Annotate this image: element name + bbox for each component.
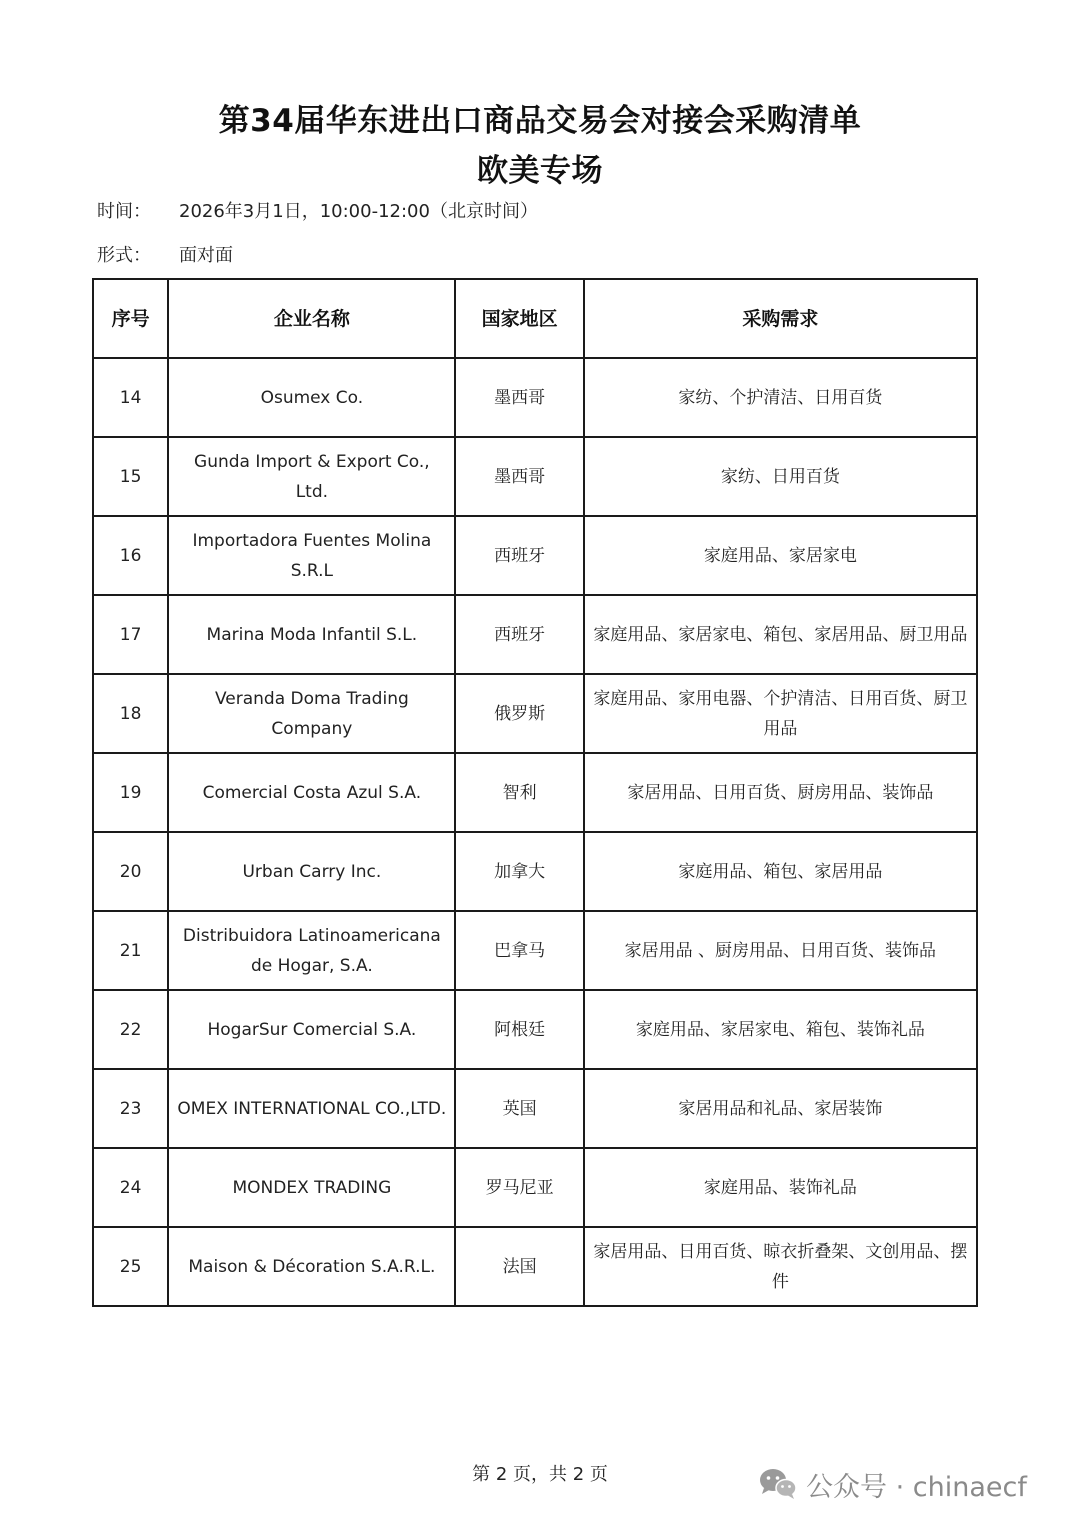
cell-no: 14 <box>93 358 168 437</box>
table-row <box>93 911 977 990</box>
table-row <box>93 516 977 595</box>
header-company: 企业名称 <box>168 279 455 358</box>
meta-time-row <box>97 199 538 225</box>
cell-company: Veranda Doma Trading Company <box>168 674 455 753</box>
table-row <box>93 753 977 832</box>
cell-company: OMEX INTERNATIONAL CO.,LTD. <box>168 1069 455 1148</box>
table-row <box>93 674 977 753</box>
cell-company: Urban Carry Inc. <box>168 832 455 911</box>
header-country: 国家地区 <box>455 279 583 358</box>
cell-no: 15 <box>93 437 168 516</box>
cell-country: 阿根廷 <box>455 990 583 1069</box>
cell-no: 24 <box>93 1148 168 1227</box>
page-number: 第 2 页，共 2 页 <box>472 1464 608 1485</box>
cell-no: 25 <box>93 1227 168 1306</box>
cell-demand: 家庭用品、箱包、家居用品 <box>584 832 977 911</box>
cell-company: Marina Moda Infantil S.L. <box>168 595 455 674</box>
cell-country: 墨西哥 <box>455 358 583 437</box>
cell-company: HogarSur Comercial S.A. <box>168 990 455 1069</box>
cell-country: 巴拿马 <box>455 911 583 990</box>
table-row <box>93 832 977 911</box>
cell-company: Gunda Import & Export Co., Ltd. <box>168 437 455 516</box>
cell-country: 罗马尼亚 <box>455 1148 583 1227</box>
cell-country: 俄罗斯 <box>455 674 583 753</box>
cell-country: 加拿大 <box>455 832 583 911</box>
cell-company: Distribuidora Latinoamericana de Hogar, S.A. <box>168 911 455 990</box>
form-label: 形式： <box>97 245 151 266</box>
cell-demand: 家居用品 、厨房用品、日用百货、装饰品 <box>584 911 977 990</box>
header-no: 序号 <box>93 279 168 358</box>
cell-company: MONDEX TRADING <box>168 1148 455 1227</box>
title-line-2: 欧美专场 <box>477 153 603 189</box>
table-header-row <box>93 279 977 358</box>
cell-country: 法国 <box>455 1227 583 1306</box>
cell-no: 16 <box>93 516 168 595</box>
cell-no: 17 <box>93 595 168 674</box>
cell-no: 20 <box>93 832 168 911</box>
cell-demand: 家庭用品、家居家电 <box>584 516 977 595</box>
time-value: 2026年3月1日，10:00-12:00（北京时间） <box>179 201 538 222</box>
form-value: 面对面 <box>179 245 233 266</box>
cell-country: 墨西哥 <box>455 437 583 516</box>
cell-demand: 家纺、日用百货 <box>584 437 977 516</box>
cell-no: 18 <box>93 674 168 753</box>
table-row <box>93 358 977 437</box>
cell-company: Comercial Costa Azul S.A. <box>168 753 455 832</box>
cell-company: Maison & Décoration S.A.R.L. <box>168 1227 455 1306</box>
cell-country: 西班牙 <box>455 516 583 595</box>
cell-company: Osumex Co. <box>168 358 455 437</box>
header-demand: 采购需求 <box>584 279 977 358</box>
table-row <box>93 437 977 516</box>
cell-company: Importadora Fuentes Molina S.R.L <box>168 516 455 595</box>
cell-no: 21 <box>93 911 168 990</box>
document-title <box>0 96 1080 196</box>
cell-demand: 家居用品、日用百货、厨房用品、装饰品 <box>584 753 977 832</box>
cell-no: 22 <box>93 990 168 1069</box>
cell-demand: 家庭用品、装饰礼品 <box>584 1148 977 1227</box>
cell-country: 智利 <box>455 753 583 832</box>
time-label: 时间： <box>97 201 151 222</box>
title-line-1: 第34届华东进出口商品交易会对接会采购清单 <box>218 103 862 139</box>
cell-demand: 家居用品和礼品、家居装饰 <box>584 1069 977 1148</box>
watermark <box>758 1462 1027 1506</box>
cell-demand: 家庭用品、家居家电、箱包、家居用品、厨卫用品 <box>584 595 977 674</box>
cell-demand: 家庭用品、家居家电、箱包、装饰礼品 <box>584 990 977 1069</box>
wechat-icon <box>758 1467 798 1501</box>
table-row <box>93 595 977 674</box>
cell-demand: 家庭用品、家用电器、个护清洁、日用百货、厨卫用品 <box>584 674 977 753</box>
watermark-text: 公众号 · chinaecf <box>806 1471 1027 1503</box>
cell-demand: 家纺、个护清洁、日用百货 <box>584 358 977 437</box>
cell-demand: 家居用品、日用百货、晾衣折叠架、文创用品、摆件 <box>584 1227 977 1306</box>
meta-form-row <box>97 243 233 269</box>
cell-no: 23 <box>93 1069 168 1148</box>
table-row <box>93 1148 977 1227</box>
procurement-table <box>92 278 978 1307</box>
table-row <box>93 1227 977 1306</box>
table-row <box>93 1069 977 1148</box>
cell-no: 19 <box>93 753 168 832</box>
cell-country: 英国 <box>455 1069 583 1148</box>
table-row <box>93 990 977 1069</box>
cell-country: 西班牙 <box>455 595 583 674</box>
